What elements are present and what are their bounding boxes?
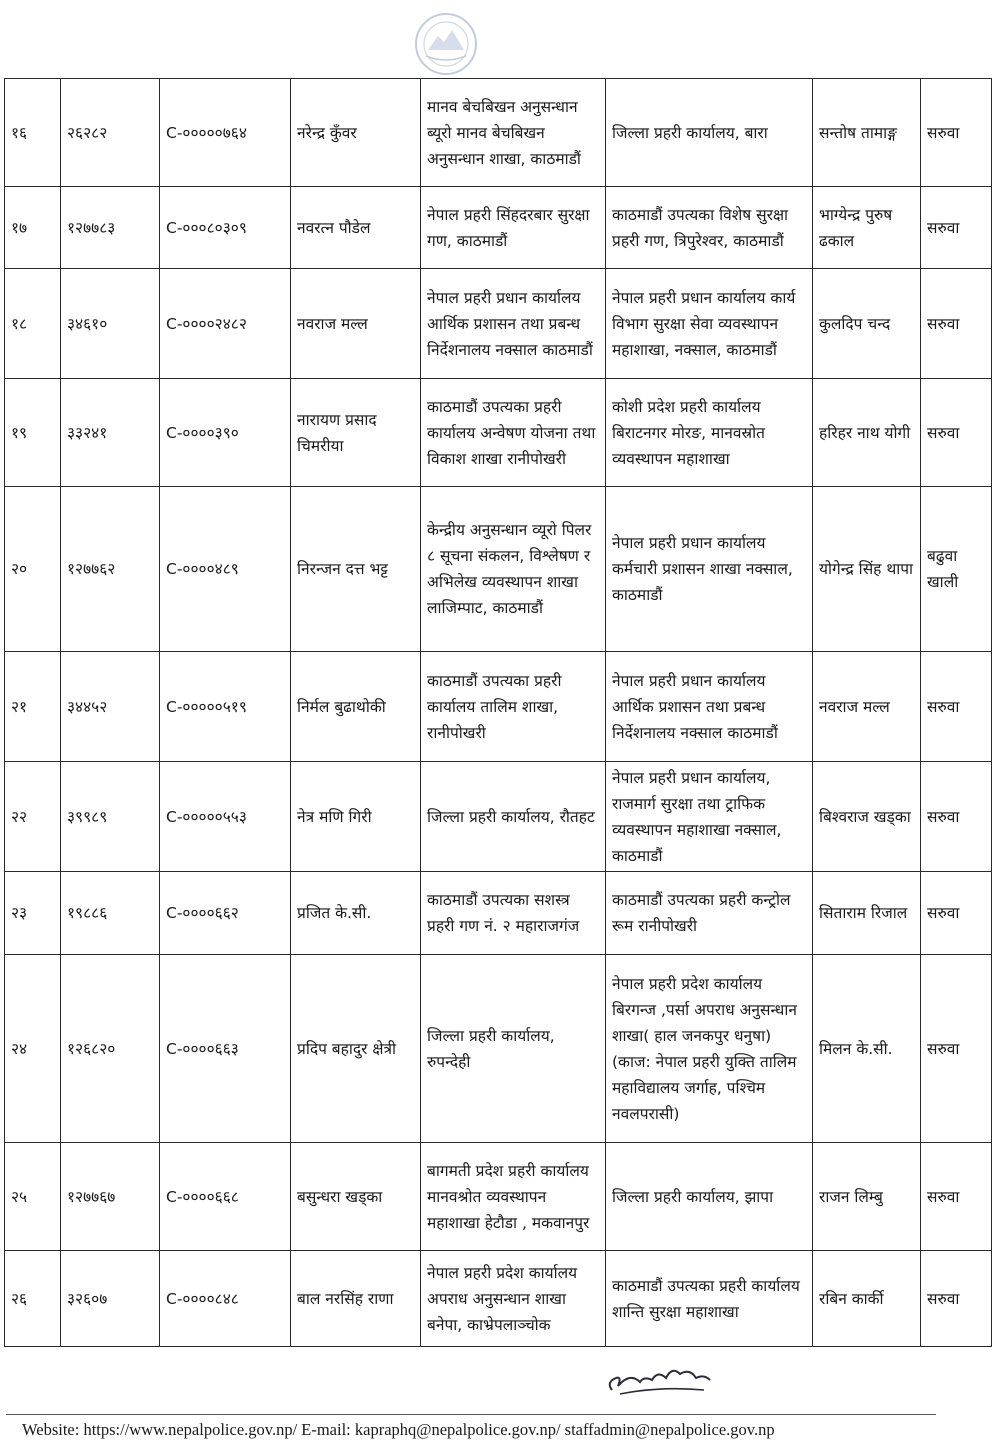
code-number-cell: C-००००८४८	[160, 1251, 291, 1347]
serial-number-cell: २५	[5, 1143, 61, 1251]
code-number-cell: C-००००६६२	[160, 872, 291, 955]
code-number-cell: C-००००६६३	[160, 955, 291, 1143]
serial-number-cell: २२	[5, 762, 61, 872]
remarks-cell: सरुवा	[921, 379, 992, 487]
replacement-name-cell: नवराज मल्ल	[813, 652, 921, 762]
replacement-name-cell: हरिहर नाथ योगी	[813, 379, 921, 487]
remarks-cell: सरुवा	[921, 762, 992, 872]
new-posting-cell: जिल्ला प्रहरी कार्यालय, झापा	[606, 1143, 813, 1251]
personnel-number-cell: १२७७६७	[61, 1143, 160, 1251]
replacement-name-cell: भाग्येन्द्र पुरुष ढकाल	[813, 187, 921, 269]
replacement-name-cell: बिश्वराज खड्का	[813, 762, 921, 872]
current-posting-cell: नेपाल प्रहरी प्रदेश कार्यालय अपराध अनुसन्धान शाखा बनेपा, काभ्रेपलाञ्चोक	[421, 1251, 606, 1347]
serial-number-cell: २४	[5, 955, 61, 1143]
serial-number-cell: २१	[5, 652, 61, 762]
serial-number-cell: १७	[5, 187, 61, 269]
employee-name-cell: निर्मल बुढाथोकी	[291, 652, 421, 762]
employee-name-cell: नेत्र मणि गिरी	[291, 762, 421, 872]
table-row	[5, 652, 992, 762]
replacement-name-cell: सन्तोष तामाङ्ग	[813, 79, 921, 187]
new-posting-cell: काठमाडौं उपत्यका प्रहरी कार्यालय शान्ति सुरक्षा महाशाखा	[606, 1251, 813, 1347]
table-row	[5, 762, 992, 872]
remarks-cell: सरुवा	[921, 652, 992, 762]
current-posting-cell: बागमती प्रदेश प्रहरी कार्यालय मानवश्रोत व्यवस्थापन महाशाखा हेटौडा , मकवानपुर	[421, 1143, 606, 1251]
remarks-cell: सरुवा	[921, 1143, 992, 1251]
serial-number-cell: २०	[5, 487, 61, 652]
personnel-number-cell: ३२६०७	[61, 1251, 160, 1347]
table-row	[5, 269, 992, 379]
replacement-name-cell: योगेन्द्र सिंह थापा	[813, 487, 921, 652]
table-row	[5, 487, 992, 652]
current-posting-cell: जिल्ला प्रहरी कार्यालय, रौतहट	[421, 762, 606, 872]
code-number-cell: C-०००००५१९	[160, 652, 291, 762]
current-posting-cell: काठमाडौं उपत्यका प्रहरी कार्यालय अन्वेषण योजना तथा विकाश शाखा रानीपोखरी	[421, 379, 606, 487]
table-row	[5, 379, 992, 487]
table-row	[5, 1143, 992, 1251]
table-row	[5, 872, 992, 955]
new-posting-cell: काठमाडौं उपत्यका विशेष सुरक्षा प्रहरी गण, त्रिपुरेश्वर, काठमाडौं	[606, 187, 813, 269]
new-posting-cell: नेपाल प्रहरी प्रधान कार्यालय कार्य विभाग सुरक्षा सेवा व्यवस्थापन महाशाखा, नक्साल, काठमाडौं	[606, 269, 813, 379]
table-row	[5, 187, 992, 269]
personnel-number-cell: ३३२४१	[61, 379, 160, 487]
current-posting-cell: केन्द्रीय अनुसन्धान व्यूरो पिलर ८ सूचना संकलन, विश्लेषण र अभिलेख व्यवस्थापन शाखा लाजिम्पाट, काठमाडौं	[421, 487, 606, 652]
signature-mark	[600, 1356, 720, 1406]
serial-number-cell: १८	[5, 269, 61, 379]
serial-number-cell: १९	[5, 379, 61, 487]
replacement-name-cell: राजन लिम्बु	[813, 1143, 921, 1251]
new-posting-cell: कोशी प्रदेश प्रहरी कार्यालय बिराटनगर मोरङ, मानवस्रोत व्यवस्थापन महाशाखा	[606, 379, 813, 487]
footer-contact-line: Website: https://www.nepalpolice.gov.np/ E-mail: kapraphq@nepalpolice.gov.np/ staffadmin@nepalpolice.gov.np	[22, 1420, 775, 1439]
code-number-cell: C-०००००७६४	[160, 79, 291, 187]
remarks-cell: बढुवा खाली	[921, 487, 992, 652]
employee-name-cell: नरेन्द्र कुँवर	[291, 79, 421, 187]
table-row	[5, 955, 992, 1143]
code-number-cell: C-०००८०३०९	[160, 187, 291, 269]
current-posting-cell: नेपाल प्रहरी सिंहदरबार सुरक्षा गण, काठमाडौं	[421, 187, 606, 269]
employee-name-cell: प्रजित के.सी.	[291, 872, 421, 955]
personnel-number-cell: १२७७८३	[61, 187, 160, 269]
new-posting-cell: नेपाल प्रहरी प्रदेश कार्यालय बिरगन्ज ,पर्सा अपराध अनुसन्धान शाखा( हाल जनकपुर धनुषा) (काज: नेपाल प्रहरी युक्ति तालिम महाविद्यालय जर्गाह, पश्चिम नवलपरासी)	[606, 955, 813, 1143]
code-number-cell: C-००००२४८२	[160, 269, 291, 379]
employee-name-cell: नारायण प्रसाद चिमरीया	[291, 379, 421, 487]
code-number-cell: C-००००४८९	[160, 487, 291, 652]
current-posting-cell: काठमाडौं उपत्यका प्रहरी कार्यालय तालिम शाखा, रानीपोखरी	[421, 652, 606, 762]
current-posting-cell: जिल्ला प्रहरी कार्यालय, रुपन्देही	[421, 955, 606, 1143]
new-posting-cell: नेपाल प्रहरी प्रधान कार्यालय आर्थिक प्रशासन तथा प्रबन्ध निर्देशनालय नक्साल काठमाडौं	[606, 652, 813, 762]
serial-number-cell: २३	[5, 872, 61, 955]
remarks-cell: सरुवा	[921, 187, 992, 269]
employee-name-cell: नवराज मल्ल	[291, 269, 421, 379]
code-number-cell: C-००००३९०	[160, 379, 291, 487]
remarks-cell: सरुवा	[921, 269, 992, 379]
table-row	[5, 79, 992, 187]
code-number-cell: C-००००६६८	[160, 1143, 291, 1251]
new-posting-cell: काठमाडौं उपत्यका प्रहरी कन्ट्रोल रूम रानीपोखरी	[606, 872, 813, 955]
code-number-cell: C-०००००५५३	[160, 762, 291, 872]
remarks-cell: सरुवा	[921, 79, 992, 187]
current-posting-cell: नेपाल प्रहरी प्रधान कार्यालय आर्थिक प्रशासन तथा प्रबन्ध निर्देशनालय नक्साल काठमाडौं	[421, 269, 606, 379]
remarks-cell: सरुवा	[921, 955, 992, 1143]
replacement-name-cell: कुलदिप चन्द	[813, 269, 921, 379]
personnel-number-cell: १२७७६२	[61, 487, 160, 652]
footer-rule	[6, 1414, 936, 1415]
replacement-name-cell: सिताराम रिजाल	[813, 872, 921, 955]
personnel-number-cell: ३९९८९	[61, 762, 160, 872]
serial-number-cell: १६	[5, 79, 61, 187]
police-emblem-watermark	[398, 6, 494, 76]
personnel-number-cell: ३४६१०	[61, 269, 160, 379]
replacement-name-cell: रबिन कार्की	[813, 1251, 921, 1347]
personnel-number-cell: ३४४५२	[61, 652, 160, 762]
personnel-number-cell: १९८८६	[61, 872, 160, 955]
new-posting-cell: नेपाल प्रहरी प्रधान कार्यालय, राजमार्ग सुरक्षा तथा ट्राफिक व्यवस्थापन महाशाखा नक्साल, काठमाडौं	[606, 762, 813, 872]
remarks-cell: सरुवा	[921, 872, 992, 955]
current-posting-cell: काठमाडौं उपत्यका सशस्त्र प्रहरी गण नं. २ महाराजगंज	[421, 872, 606, 955]
personnel-number-cell: २६२८२	[61, 79, 160, 187]
employee-name-cell: निरन्जन दत्त भट्ट	[291, 487, 421, 652]
personnel-number-cell: १२६८२०	[61, 955, 160, 1143]
table-row	[5, 1251, 992, 1347]
employee-name-cell: प्रदिप बहादुर क्षेत्री	[291, 955, 421, 1143]
replacement-name-cell: मिलन के.सी.	[813, 955, 921, 1143]
current-posting-cell: मानव बेचबिखन अनुसन्धान ब्यूरो मानव बेचबिखन अनुसन्धान शाखा, काठमाडौं	[421, 79, 606, 187]
serial-number-cell: २६	[5, 1251, 61, 1347]
employee-name-cell: नवरत्न पौडेल	[291, 187, 421, 269]
new-posting-cell: नेपाल प्रहरी प्रधान कार्यालय कर्मचारी प्रशासन शाखा नक्साल, काठमाडौं	[606, 487, 813, 652]
transfer-roster-table	[4, 78, 992, 1347]
new-posting-cell: जिल्ला प्रहरी कार्यालय, बारा	[606, 79, 813, 187]
employee-name-cell: बसुन्धरा खड्का	[291, 1143, 421, 1251]
remarks-cell: सरुवा	[921, 1251, 992, 1347]
employee-name-cell: बाल नरसिंह राणा	[291, 1251, 421, 1347]
